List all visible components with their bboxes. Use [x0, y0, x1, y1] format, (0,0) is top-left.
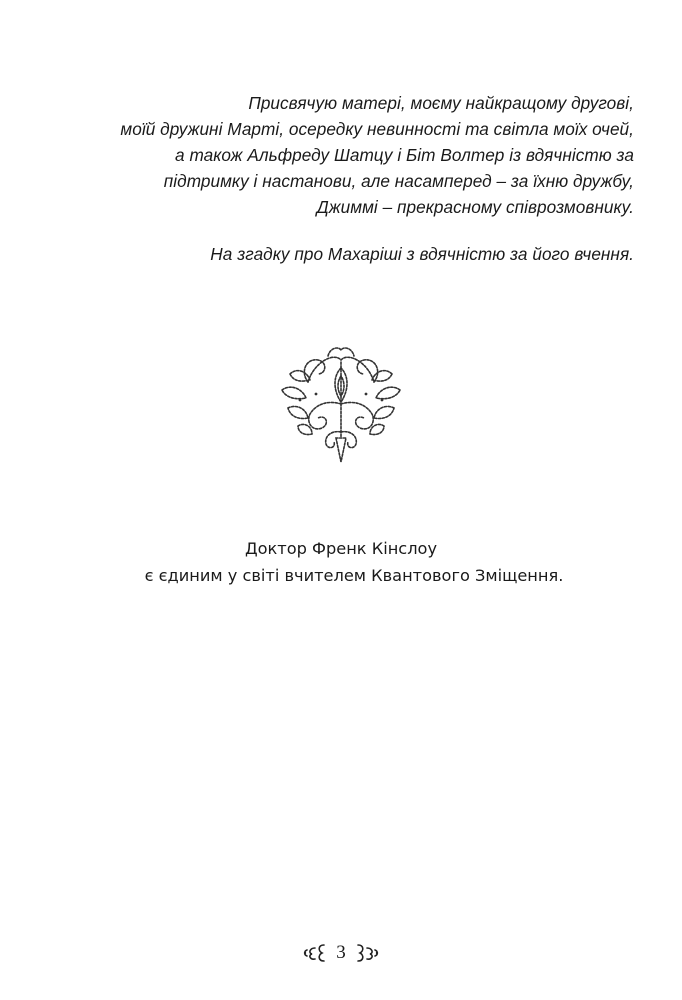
dedication-block: [34, 90, 634, 267]
memorial-line: На згадку про Махаріші з вдячністю за його вчення.: [210, 244, 634, 264]
dedication-line-2: моїй дружині Марті, осередку невинності та світла моїх очей,: [120, 119, 634, 139]
right-flourish-icon: [356, 942, 380, 964]
dedication-line-4: підтримку і настанови, але насамперед – за їхню дружбу,: [163, 171, 634, 191]
left-flourish-icon: [302, 942, 326, 964]
author-note-line-2: є єдиним у світі вчителем Квантового Зміщення.: [144, 566, 564, 585]
dedication-line-1: Присвячую матері, моєму найкращому другові,: [248, 93, 634, 113]
floral-ornament-icon: [276, 342, 406, 464]
page-number: 3: [336, 942, 346, 963]
author-note: [0, 535, 682, 589]
author-note-line-1: Доктор Френк Кінслоу: [244, 539, 438, 558]
page-footer: [0, 938, 682, 968]
dedication-line-5: Джиммі – прекрасному співрозмовнику.: [316, 197, 634, 217]
dedication-line-3: а також Альфреду Шатцу і Біт Волтер із вдячністю за: [175, 145, 634, 165]
